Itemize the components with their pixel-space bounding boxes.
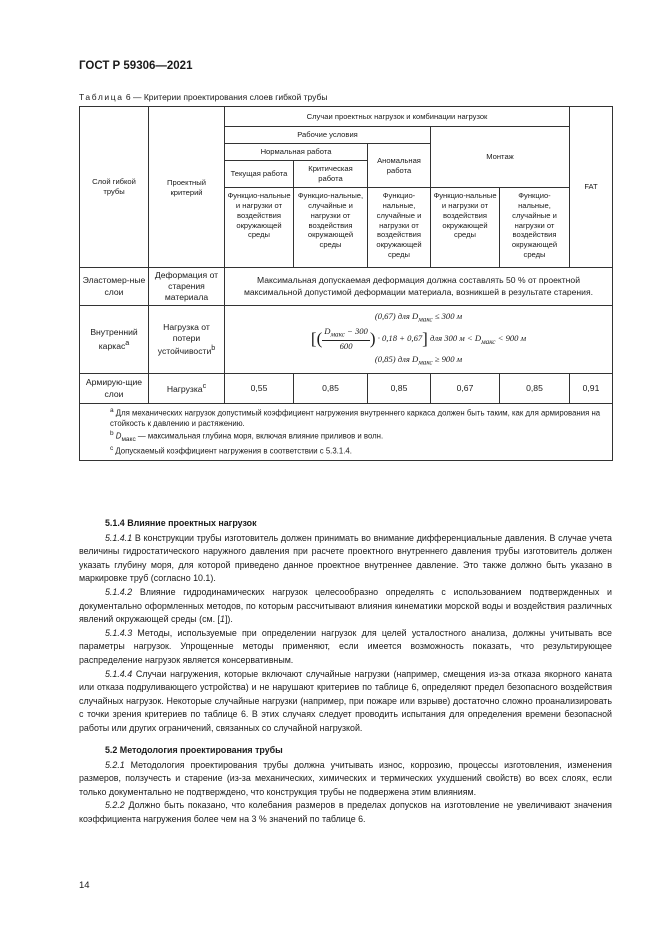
formula-case-2: [( $\frac{D_{макс} - 300}{600}$ ) · 0,18 + 0,67] для 300 $м < D_{макс} < 900$ м <box>310 326 527 352</box>
armor-value-critical: 0,85 <box>294 374 368 404</box>
formula-case-1: (0,67) для $D_{макс} \le 300$ м <box>374 311 463 325</box>
armor-value-fat: 0,91 <box>570 374 613 404</box>
section-5-1-4 <box>79 517 612 736</box>
header-operating: Рабочие условия <box>225 127 431 144</box>
carcass-layer-label: Внутренний каркас <box>90 327 138 351</box>
formula-case-3: (0,85) для $D_{макс} \ge 900$ м <box>374 353 463 367</box>
armor-value-install-1: 0,67 <box>431 374 500 404</box>
design-criteria-table <box>79 106 613 461</box>
header-fat: FAT <box>570 107 613 268</box>
para-5-1-4-3: 5.1.4.3 Методы, используемые при определении нагрузок для целей усталостного анализа, должны учитывать все параметры нагрузок. Упрощенные методы применяют, если имеется возможность показать, что результирующее распределение нагрузок является консервативным. <box>79 627 612 665</box>
para-5-1-4-4: 5.1.4.4 Случаи нагружения, которые включают случайные нагрузки (например, смещения из-за отказа якорного каната или отказа подруливающего устройства) и не нарушают критериев по таблице 6, определяют предел безопасного воздействия случайных нагрузок. Некоторые случайные нагрузки (например, при пожаре или взрыве) достаточно сложно проанализировать с точки зрения критериев по таблице 6. В этих случаях следует проводить испытания для определения времени безопасной работы или других ограничений, связанных со случайной нагрузкой. <box>79 668 612 733</box>
para-5-1-4-1: 5.1.4.1 В конструкции трубы изготовитель должен принимать во внимание дифференциальные давления. В случае учета величины гидростатического наружного давления при расчете проектного внутреннего давления трубы изготовитель должен указать глубину моря, для которой приведено данное проектное внутреннее давление. Это также должно быть указано в маркировке труб (согласно 10.1). <box>79 532 612 584</box>
header-criterion: Проектный критерий <box>149 107 225 268</box>
para-5-2-1: 5.2.1 Методология проектирования трубы должна учитывать износ, коррозию, процессы изготовления, изменения размеров, ползучесть и старение (из-за механических, химических и термических ухудшений свойств) во всех слоях, если только документально не подтверждено, что конструкция трубы не подвержена этим влияниям. <box>79 759 612 797</box>
sub-installation-1: Функцио-нальные и нагрузки от воздействия окружающей среды <box>431 188 500 268</box>
note-b: $^b$ $D_{макс}$ — максимальная глубина моря, включая влияние приливов и волн. <box>110 429 384 443</box>
header-installation: Монтаж <box>431 127 570 188</box>
carcass-layer-note-mark: a <box>125 338 130 347</box>
section-5-1-4-heading: 5.1.4 Влияние проектных нагрузок <box>105 518 257 528</box>
carcass-criterion-label: Нагрузка от потери устойчивости <box>157 321 212 357</box>
table-notes <box>80 404 613 461</box>
armor-value-current: 0,55 <box>225 374 294 404</box>
sub-current: Функцио-нальные и нагрузки от воздействия окружающей среды <box>225 188 294 268</box>
table-caption <box>79 92 327 102</box>
formula-denominator: 600 <box>339 341 353 352</box>
armor-layer: Армирую-щие слои <box>80 374 149 404</box>
buckling-formula <box>225 306 613 374</box>
elastomer-criterion: Деформация от старения материала <box>149 268 225 306</box>
elastomer-requirement: Максимальная допускаемая деформация должна составлять 50 % от проектной максимальной допустимой деформации материала, возникшей в результате старения. <box>225 268 613 306</box>
table-caption-text: 6 — Критерии проектирования слоев гибкой трубы <box>123 92 328 102</box>
armor-value-abnormal: 0,85 <box>368 374 431 404</box>
para-5-2-2: 5.2.2 Должно быть показано, что колебания размеров в пределах допусков на изготовление не увеличивают значения коэффициента нагружения более чем на 3 % значений по таблице 6. <box>79 800 612 824</box>
header-layer: Слой гибкой трубы <box>80 107 149 268</box>
formula-numerator: $D_{макс} - 300$ <box>322 326 370 341</box>
sub-critical: Функцио-нальные, случайные и нагрузки от воздействия окружающей среды <box>294 188 368 268</box>
carcass-criterion <box>149 306 225 374</box>
table-caption-prefix: Таблица <box>79 92 124 102</box>
armor-value-install-2: 0,85 <box>500 374 570 404</box>
header-critical: Критическая работа <box>294 161 368 188</box>
armor-criterion-note-mark: c <box>202 381 207 390</box>
document-header: ГОСТ Р 59306—2021 <box>79 60 193 72</box>
section-5-2 <box>79 744 612 827</box>
sub-abnormal: Функцио-нальные, случайные и нагрузки от воздействия окружающей среды <box>368 188 431 268</box>
section-5-2-heading: 5.2 Методология проектирования трубы <box>105 745 283 755</box>
carcass-layer <box>80 306 149 374</box>
elastomer-layer: Эластомер-ные слои <box>80 268 149 306</box>
sub-installation-2: Функцио-нальные, случайные и нагрузки от воздействия окружающей среды <box>500 188 570 268</box>
header-abnormal: Аномальная работа <box>368 144 431 188</box>
header-normal: Нормальная работа <box>225 144 368 161</box>
note-c: $^c$ Допускаемый коэффициент нагружения в соответствии с 5.3.1.4. <box>110 444 352 456</box>
note-a: $^a$ Для механических нагрузок допустимый коэффициент нагружения внутреннего каркаса должен быть таким, как для армирования на стойкость к давлению и растяжению. <box>110 407 601 429</box>
armor-criterion <box>149 374 225 404</box>
header-current: Текущая работа <box>225 161 294 188</box>
page-number: 14 <box>79 880 90 891</box>
para-5-1-4-2: 5.1.4.2 Влияние гидродинамических нагрузок целесообразно определять с использованием подтвержденных и документально оформленных методов, по которым рассчитывают влияния кинематики морской воды и воздействия различных явлений окружающей среды (см. [1]). <box>79 586 612 625</box>
carcass-criterion-note-mark: b <box>211 344 216 353</box>
header-load-cases: Случаи проектных нагрузок и комбинации нагрузок <box>225 107 570 127</box>
armor-criterion-label: Нагрузка <box>166 383 203 394</box>
